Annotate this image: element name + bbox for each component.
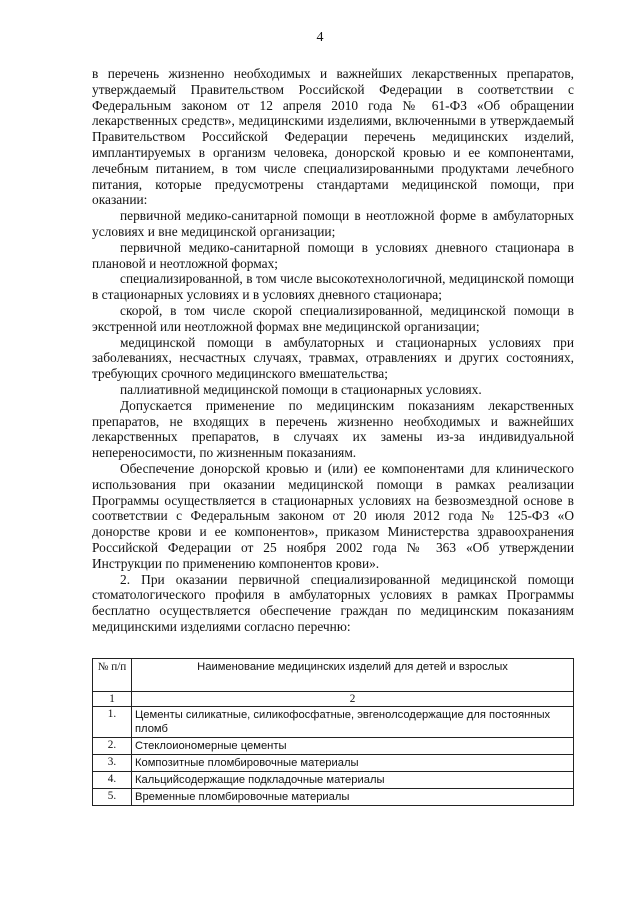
- row-name: Композитные пломбировочные материалы: [132, 755, 574, 772]
- table-row: [93, 772, 574, 789]
- paragraph: скорой, в том числе скорой специализированной, медицинской помощи в экстренной или неотложной формах вне медицинской организации;: [92, 302, 574, 334]
- paragraph: Допускается применение по медицинским показаниям лекарственных препаратов, не входящих в перечень жизненно необходимых и важнейших лекарственных препаратов, в случаях их замены из-за индивидуальной непереносимости, по жизненным показаниям.: [92, 397, 574, 461]
- row-num: 1.: [93, 707, 132, 738]
- table-index-row: [93, 692, 574, 707]
- row-name: Временные пломбировочные материалы: [132, 789, 574, 806]
- row-num: 2.: [93, 738, 132, 755]
- table-row: [93, 738, 574, 755]
- paragraph: в перечень жизненно необходимых и важнейших лекарственных препаратов, утверждаемый Правительством Российской Федерации в соответствии с Федеральным законом от 12 апреля 2010 года № 61-ФЗ «Об обращении лекарственных средств», медицинскими изделиями, включенными в утверждаемый Правительством Российской Федерации перечень медицинских изделий, имплантируемых в организм человека, донорской кровью и ее компонентами, лечебным питанием, в том числе специализированными продуктами лечебного питания, которые предусмотрены стандартами медицинской помощи, при оказании:: [92, 66, 574, 208]
- row-num: 3.: [93, 755, 132, 772]
- medical-devices-table-container: [92, 658, 574, 806]
- row-name: Стеклоиономерные цементы: [132, 738, 574, 755]
- index-num: 1: [93, 692, 132, 707]
- row-num: 4.: [93, 772, 132, 789]
- medical-devices-table: [92, 658, 574, 806]
- document-body: [92, 66, 574, 635]
- row-name: Кальцийсодержащие подкладочные материалы: [132, 772, 574, 789]
- table-row: [93, 707, 574, 738]
- header-num: № п/п: [93, 659, 132, 692]
- page-number: 4: [316, 30, 324, 45]
- table-row: [93, 789, 574, 806]
- row-num: 5.: [93, 789, 132, 806]
- paragraph: первичной медико-санитарной помощи в условиях дневного стационара в плановой и неотложной формах;: [92, 239, 574, 271]
- paragraph: 2. При оказании первичной специализированной медицинской помощи стоматологического профиля в амбулаторных условиях в рамках Программы бесплатно осуществляется обеспечение граждан по медицинским показаниям медицинскими изделиями согласно перечню:: [92, 571, 574, 634]
- paragraph: первичной медико-санитарной помощи в неотложной форме в амбулаторных условиях и вне медицинской организации;: [92, 208, 574, 239]
- header-name: Наименование медицинских изделий для детей и взрослых: [132, 659, 574, 692]
- index-name: 2: [132, 692, 574, 707]
- paragraph: медицинской помощи в амбулаторных и стационарных условиях при заболеваниях, несчастных случаях, травмах, отравлениях и других состояниях, требующих срочного медицинского вмешательства;: [92, 334, 574, 382]
- paragraph: Обеспечение донорской кровью и (или) ее компонентами для клинического использования при оказании медицинской помощи в рамках реализации Программы осуществляется в стационарных условиях на безвозмездной основе в соответствии с Федеральным законом от 20 июля 2012 года № 125-ФЗ «О донорстве крови и ее компонентов», приказом Министерства здравоохранения Российской Федерации от 25 ноября 2002 года № 363 «Об утверждении Инструкции по применению компонентов крови».: [92, 460, 574, 571]
- table-row: [93, 755, 574, 772]
- row-name: Цементы силикатные, силикофосфатные, эвгенолсодержащие для постоянных пломб: [132, 707, 574, 738]
- paragraph: специализированной, в том числе высокотехнологичной, медицинской помощи в стационарных условиях и в условиях дневного стационара;: [92, 271, 574, 303]
- paragraph: паллиативной медицинской помощи в стационарных условиях.: [120, 381, 482, 397]
- table-header-row: [93, 659, 574, 692]
